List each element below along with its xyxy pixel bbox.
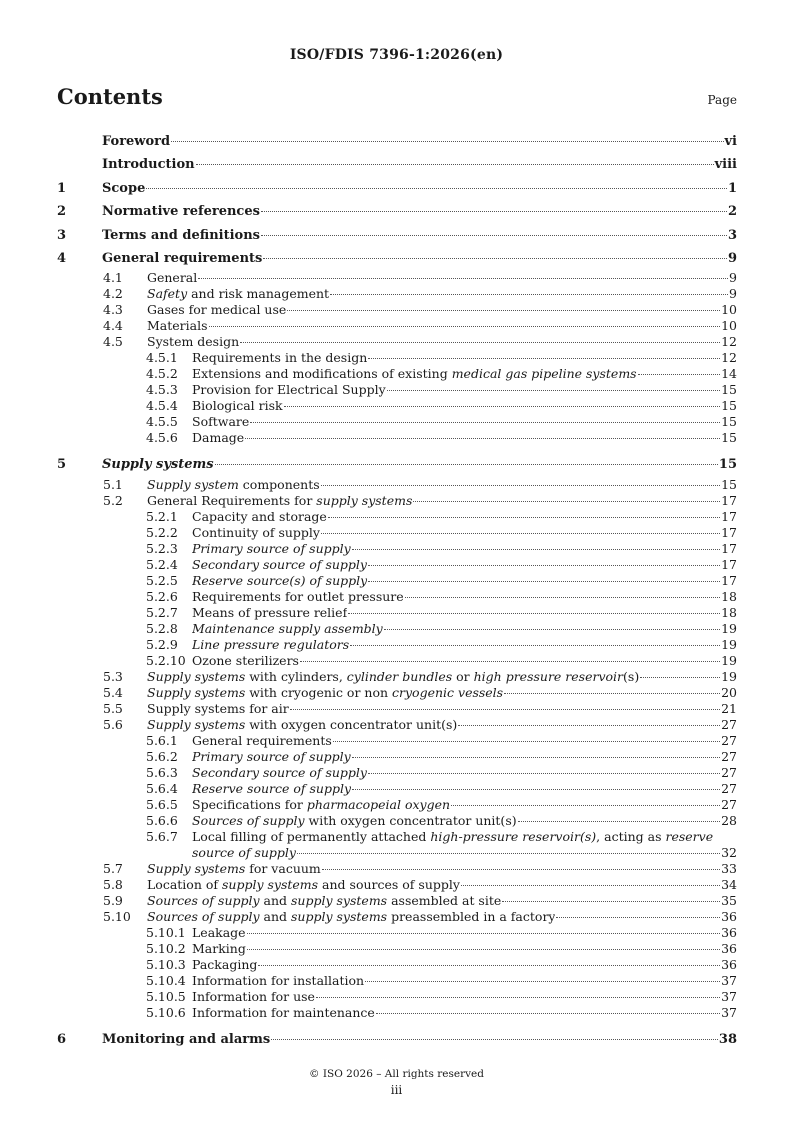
toc-entry-title: General requirements — [102, 250, 263, 266]
toc-entry[interactable] — [57, 701, 737, 717]
toc-entry-number: 5.2.10 — [146, 652, 186, 668]
toc-entry[interactable] — [57, 493, 737, 509]
toc-entry-page: 1 — [727, 180, 737, 196]
toc-entry-page: 9 — [727, 250, 737, 266]
toc-entry-page: 27 — [721, 748, 737, 764]
toc-entry-page: 37 — [721, 972, 737, 988]
dot-leader — [350, 645, 720, 646]
toc-entry[interactable] — [57, 224, 737, 247]
toc-entry-page: 15 — [721, 414, 737, 430]
dot-leader — [368, 565, 720, 566]
toc-entry[interactable] — [57, 957, 737, 973]
toc-entry[interactable] — [57, 477, 737, 493]
toc-entry[interactable] — [57, 382, 737, 398]
toc-entry-title: Primary source of supply — [192, 748, 351, 764]
toc-entry-page: 10 — [721, 302, 737, 318]
toc-entry-number: 4.2 — [103, 286, 123, 302]
page-title: Contents — [57, 84, 163, 109]
toc-entry-number: 6 — [57, 1031, 67, 1047]
toc-entry[interactable] — [57, 1028, 737, 1051]
toc-entry-number: 4.4 — [103, 318, 123, 334]
toc-entry-page: 36 — [721, 908, 737, 924]
toc-entry-number: 5.6.7 — [146, 828, 178, 844]
toc-entry[interactable] — [57, 557, 737, 573]
toc-entry[interactable] — [57, 270, 737, 286]
toc-entry-title: Specifications for pharmacopeial oxygen — [192, 796, 451, 812]
dot-leader — [322, 869, 720, 870]
page-footer — [0, 1066, 793, 1098]
toc-entry-page: 17 — [721, 492, 737, 508]
toc-entry-title: Supply systems with oxygen concentrator unit(s) — [147, 716, 458, 732]
toc-entry-page: 27 — [721, 716, 737, 732]
toc-entry-title: Monitoring and alarms — [102, 1031, 271, 1047]
toc-entry-number: 5.6 — [103, 716, 123, 732]
dot-leader — [365, 981, 720, 982]
toc-entry[interactable] — [57, 350, 737, 366]
toc-entry-number: 5.2.3 — [146, 540, 178, 556]
toc-entry-number: 4.5 — [103, 334, 123, 350]
toc-entry-page: 21 — [721, 700, 737, 716]
toc-entry[interactable] — [57, 941, 737, 957]
toc-entry-title: Means of pressure relief — [192, 604, 348, 620]
dot-leader — [384, 629, 720, 630]
toc-entry-number: 3 — [57, 227, 67, 243]
table-of-contents — [57, 130, 737, 1051]
toc-entry-page: 18 — [721, 604, 737, 620]
toc-entry[interactable] — [57, 717, 737, 733]
toc-entry-title: Biological risk — [192, 398, 283, 414]
toc-entry-number: 5 — [57, 457, 67, 473]
toc-entry-page: 37 — [721, 988, 737, 1004]
toc-entry-title: Supply systems for vacuum — [147, 860, 321, 876]
dot-leader — [316, 997, 720, 998]
toc-entry[interactable] — [57, 733, 737, 749]
toc-entry-title: Information for maintenance — [192, 1004, 375, 1020]
toc-entry-title: General — [147, 270, 198, 286]
page-number: iii — [390, 1083, 403, 1097]
dot-leader — [287, 310, 720, 311]
toc-entry-number: 5.2.9 — [146, 636, 178, 652]
toc-entry-number: 5.10 — [103, 908, 131, 924]
toc-entry[interactable] — [57, 286, 737, 302]
toc-entry-number: 5.10.4 — [146, 972, 186, 988]
toc-entry-number: 5.8 — [103, 876, 123, 892]
toc-entry[interactable] — [57, 973, 737, 989]
toc-entry-title: Supply systems — [102, 457, 214, 473]
document-header: ISO/FDIS 7396-1:2026(en) — [289, 47, 504, 63]
toc-entry-title: Requirements for outlet pressure — [192, 588, 404, 604]
dot-leader — [300, 661, 720, 662]
dot-leader — [348, 613, 720, 614]
toc-entry-number: 5.10.3 — [146, 956, 186, 972]
dot-leader — [196, 164, 714, 165]
toc-entry[interactable] — [57, 621, 737, 637]
toc-entry-title: Normative references — [102, 204, 260, 220]
toc-entry-page: 20 — [721, 684, 737, 700]
toc-entry-page: 15 — [718, 457, 737, 473]
toc-entry-number: 5.9 — [103, 892, 123, 908]
toc-entry[interactable] — [57, 877, 737, 893]
dot-leader — [284, 406, 720, 407]
toc-entry-page: 37 — [721, 1004, 737, 1020]
toc-entry-title: Capacity and storage — [192, 508, 327, 524]
dot-leader — [261, 235, 727, 236]
toc-entry-page: 3 — [727, 227, 737, 243]
copyright-notice: © ISO 2026 – All rights reserved — [309, 1068, 484, 1080]
toc-entry-title: Reserve source of supply — [192, 780, 352, 796]
toc-entry[interactable] — [57, 453, 737, 476]
toc-entry-title: Marking — [192, 940, 246, 956]
toc-entry-page: 27 — [721, 764, 737, 780]
toc-entry-number: 5.10.6 — [146, 1004, 186, 1020]
toc-entry-title: Sources of supply and supply systems preassembled in a factory — [147, 908, 556, 924]
toc-entry[interactable] — [57, 669, 737, 685]
toc-entry-title: Packaging — [192, 956, 258, 972]
toc-entry-title: Materials — [147, 318, 208, 334]
toc-entry[interactable] — [57, 247, 737, 270]
toc-entry-number: 5.4 — [103, 684, 123, 700]
toc-entry-title: Scope — [102, 180, 146, 196]
toc-entry[interactable] — [57, 605, 737, 621]
dot-leader — [198, 278, 728, 279]
toc-entry-page: 27 — [721, 732, 737, 748]
dot-leader — [247, 949, 720, 950]
toc-entry-title: Leakage — [192, 924, 246, 940]
toc-entry[interactable] — [57, 1005, 737, 1021]
toc-entry-number: 5.2.6 — [146, 588, 178, 604]
toc-entry[interactable] — [57, 398, 737, 414]
dot-leader — [413, 501, 720, 502]
toc-entry[interactable] — [57, 430, 737, 446]
toc-entry-page: 12 — [721, 334, 737, 350]
toc-entry-number: 5.6.4 — [146, 780, 178, 796]
dot-leader — [352, 757, 720, 758]
toc-entry[interactable] — [57, 829, 737, 845]
toc-entry-page: 15 — [721, 382, 737, 398]
toc-entry[interactable] — [57, 302, 737, 318]
toc-entry-title: Ozone sterilizers — [192, 652, 299, 668]
toc-entry-title: Supply system components — [147, 476, 320, 492]
toc-entry-title: Supply systems with cylinders, cylinder bundles or high pressure reservoir(s) — [147, 668, 640, 684]
dot-leader — [261, 211, 727, 212]
dot-leader — [368, 581, 720, 582]
toc-entry-number: 4.3 — [103, 302, 123, 318]
toc-entry-page: 35 — [721, 892, 737, 908]
toc-entry-page: 36 — [721, 924, 737, 940]
toc-entry-page: 19 — [721, 620, 737, 636]
toc-entry-page: 15 — [721, 430, 737, 446]
toc-entry-number: 5.2.5 — [146, 572, 178, 588]
toc-entry[interactable] — [57, 765, 737, 781]
toc-entry-number: 5.6.2 — [146, 748, 178, 764]
dot-leader — [271, 1039, 718, 1040]
toc-entry-title: Damage — [192, 430, 245, 446]
toc-entry-title: Software — [192, 414, 250, 430]
toc-entry-number: 5.1 — [103, 476, 123, 492]
toc-entry-page: 17 — [721, 556, 737, 572]
dot-leader — [518, 821, 720, 822]
toc-entry-title: Reserve source(s) of supply — [192, 572, 368, 588]
toc-entry-number: 4 — [57, 250, 67, 266]
toc-entry[interactable] — [57, 573, 737, 589]
toc-entry[interactable] — [57, 909, 737, 925]
dot-leader — [297, 853, 720, 854]
toc-entry[interactable] — [57, 637, 737, 653]
toc-entry-number: 5.10.2 — [146, 940, 186, 956]
toc-entry[interactable] — [57, 200, 737, 223]
toc-entry-title: Local filling of permanently attached high-pressure reservoir(s), acting as reserve — [192, 828, 714, 844]
dot-leader — [290, 709, 720, 710]
dot-leader — [171, 141, 723, 142]
dot-leader — [321, 533, 720, 534]
toc-entry-number: 1 — [57, 180, 67, 196]
toc-entry-number: 5.10.1 — [146, 924, 186, 940]
dot-leader — [263, 258, 727, 259]
toc-entry-number: 4.5.5 — [146, 414, 178, 430]
toc-entry-number: 5.2.2 — [146, 524, 178, 540]
toc-entry-page: 36 — [721, 940, 737, 956]
toc-entry-page: 9 — [729, 270, 737, 286]
toc-entry[interactable] — [57, 685, 737, 701]
toc-entry-title: Secondary source of supply — [192, 556, 367, 572]
toc-entry-number: 5.6.5 — [146, 796, 178, 812]
dot-leader — [405, 597, 720, 598]
toc-entry-number: 5.2.1 — [146, 508, 178, 524]
toc-entry[interactable] — [57, 525, 737, 541]
toc-entry-title: System design — [147, 334, 240, 350]
dot-leader — [368, 358, 720, 359]
dot-leader — [352, 789, 720, 790]
toc-entry-title: Primary source of supply — [192, 540, 351, 556]
toc-entry-title: Supply systems for air — [147, 700, 289, 716]
dot-leader — [209, 326, 721, 327]
dot-leader — [250, 422, 720, 423]
toc-entry-page: 34 — [721, 876, 737, 892]
toc-entry[interactable] — [57, 366, 737, 382]
toc-entry[interactable] — [57, 813, 737, 829]
dot-leader — [215, 464, 718, 465]
dot-leader — [387, 390, 720, 391]
dot-leader — [504, 693, 720, 694]
toc-entry-page: 38 — [718, 1031, 737, 1047]
toc-entry[interactable] — [57, 893, 737, 909]
toc-entry-page: 17 — [721, 572, 737, 588]
dot-leader — [245, 438, 720, 439]
toc-entry-title: Information for installation — [192, 972, 365, 988]
toc-entry[interactable] — [57, 653, 737, 669]
dot-leader — [247, 933, 721, 934]
toc-entry-title: Extensions and modifications of existing medical gas pipeline systems — [192, 366, 637, 382]
toc-entry-number: 2 — [57, 204, 67, 220]
dot-leader — [330, 294, 728, 295]
toc-entry-number: 5.6.3 — [146, 764, 178, 780]
toc-entry-title: Maintenance supply assembly — [192, 620, 383, 636]
dot-leader — [502, 901, 720, 902]
toc-entry-page: 32 — [721, 844, 737, 860]
toc-entry-number: 5.2.7 — [146, 604, 178, 620]
dot-leader — [321, 485, 720, 486]
toc-entry-title: Secondary source of supply — [192, 764, 367, 780]
toc-entry-page: 36 — [721, 956, 737, 972]
toc-entry-number: 4.1 — [103, 270, 123, 286]
toc-entry[interactable] — [57, 414, 737, 430]
toc-entry-number: 5.2 — [103, 492, 123, 508]
toc-entry-title: Terms and definitions — [102, 227, 260, 243]
toc-entry-number: 4.5.3 — [146, 382, 178, 398]
toc-entry-page: 33 — [721, 860, 737, 876]
toc-entry-title: Sources of supply with oxygen concentrator unit(s) — [192, 812, 517, 828]
toc-entry-page: 14 — [721, 366, 737, 382]
toc-entry-page: 2 — [727, 204, 737, 220]
toc-entry-page: 19 — [721, 652, 737, 668]
toc-entry-number: 5.5 — [103, 700, 123, 716]
toc-entry[interactable] — [57, 797, 737, 813]
toc-entry-number: 5.3 — [103, 668, 123, 684]
toc-entry-page: 15 — [721, 476, 737, 492]
toc-entry-page: vi — [724, 134, 737, 149]
toc-entry-title: Information for use — [192, 988, 315, 1004]
toc-entry-number: 4.5.6 — [146, 430, 178, 446]
dot-leader — [451, 805, 720, 806]
toc-entry[interactable] — [57, 781, 737, 797]
toc-entry-title: Location of supply systems and sources of supply — [147, 876, 460, 892]
toc-entry-number: 4.5.1 — [146, 350, 178, 366]
toc-entry-continuation[interactable] — [57, 845, 737, 861]
toc-entry-page: 27 — [721, 796, 737, 812]
dot-leader — [240, 342, 720, 343]
toc-entry-title: Requirements in the design — [192, 350, 368, 366]
toc-entry-page: 27 — [721, 780, 737, 796]
toc-entry-number: 5.10.5 — [146, 988, 186, 1004]
toc-entry-number: 5.6.1 — [146, 732, 178, 748]
dot-leader — [461, 885, 720, 886]
dot-leader — [640, 677, 720, 678]
toc-entry-page: 12 — [721, 350, 737, 366]
dot-leader — [258, 965, 720, 966]
toc-entry-page: 17 — [721, 508, 737, 524]
title-row — [57, 84, 737, 109]
toc-entry[interactable] — [57, 177, 737, 200]
dot-leader — [556, 917, 720, 918]
toc-entry-title-continued: source of supply — [192, 844, 296, 860]
toc-entry[interactable] — [57, 509, 737, 525]
toc-entry-page: 19 — [721, 668, 737, 684]
dot-leader — [376, 1013, 720, 1014]
toc-entry[interactable] — [57, 541, 737, 557]
toc-entry-page: 28 — [721, 812, 737, 828]
toc-entry[interactable] — [57, 925, 737, 941]
toc-entry-title: Gases for medical use — [147, 302, 287, 318]
toc-entry-page: 17 — [721, 524, 737, 540]
toc-entry-number: 5.2.8 — [146, 620, 178, 636]
toc-entry-title: Safety and risk management — [147, 286, 330, 302]
toc-entry[interactable] — [57, 749, 737, 765]
dot-leader — [328, 517, 720, 518]
toc-entry[interactable] — [57, 130, 737, 153]
toc-entry[interactable] — [57, 318, 737, 334]
dot-leader — [458, 725, 720, 726]
toc-entry-page: 19 — [721, 636, 737, 652]
dot-leader — [333, 741, 720, 742]
toc-entry-number: 4.5.4 — [146, 398, 178, 414]
dot-leader — [638, 374, 720, 375]
toc-entry[interactable] — [57, 153, 737, 176]
toc-entry-title: Sources of supply and supply systems assembled at site — [147, 892, 502, 908]
toc-entry-number: 5.7 — [103, 860, 123, 876]
toc-entry[interactable] — [57, 334, 737, 350]
dot-leader — [368, 773, 720, 774]
toc-entry-title: Foreword — [102, 134, 171, 149]
toc-entry-page: 18 — [721, 588, 737, 604]
toc-entry-page: 9 — [729, 286, 737, 302]
toc-entry-number: 5.2.4 — [146, 556, 178, 572]
toc-entry-title: General Requirements for supply systems — [147, 492, 413, 508]
toc-entry-page: viii — [714, 157, 737, 173]
dot-leader — [146, 188, 727, 189]
page-column-label: Page — [707, 93, 737, 107]
toc-entry[interactable] — [57, 989, 737, 1005]
toc-entry-title: Line pressure regulators — [192, 636, 350, 652]
toc-entry-title: Introduction — [102, 157, 195, 173]
toc-entry-number: 5.6.6 — [146, 812, 178, 828]
toc-entry[interactable] — [57, 861, 737, 877]
toc-entry-page: 17 — [721, 540, 737, 556]
toc-entry-title: Provision for Electrical Supply — [192, 382, 386, 398]
toc-entry-title: Supply systems with cryogenic or non cryogenic vessels — [147, 684, 504, 700]
toc-entry-title: Continuity of supply — [192, 524, 320, 540]
dot-leader — [352, 549, 720, 550]
toc-entry-number: 4.5.2 — [146, 366, 178, 382]
toc-entry-page: 15 — [721, 398, 737, 414]
toc-entry[interactable] — [57, 589, 737, 605]
toc-entry-page: 10 — [721, 318, 737, 334]
toc-entry-title: General requirements — [192, 732, 332, 748]
